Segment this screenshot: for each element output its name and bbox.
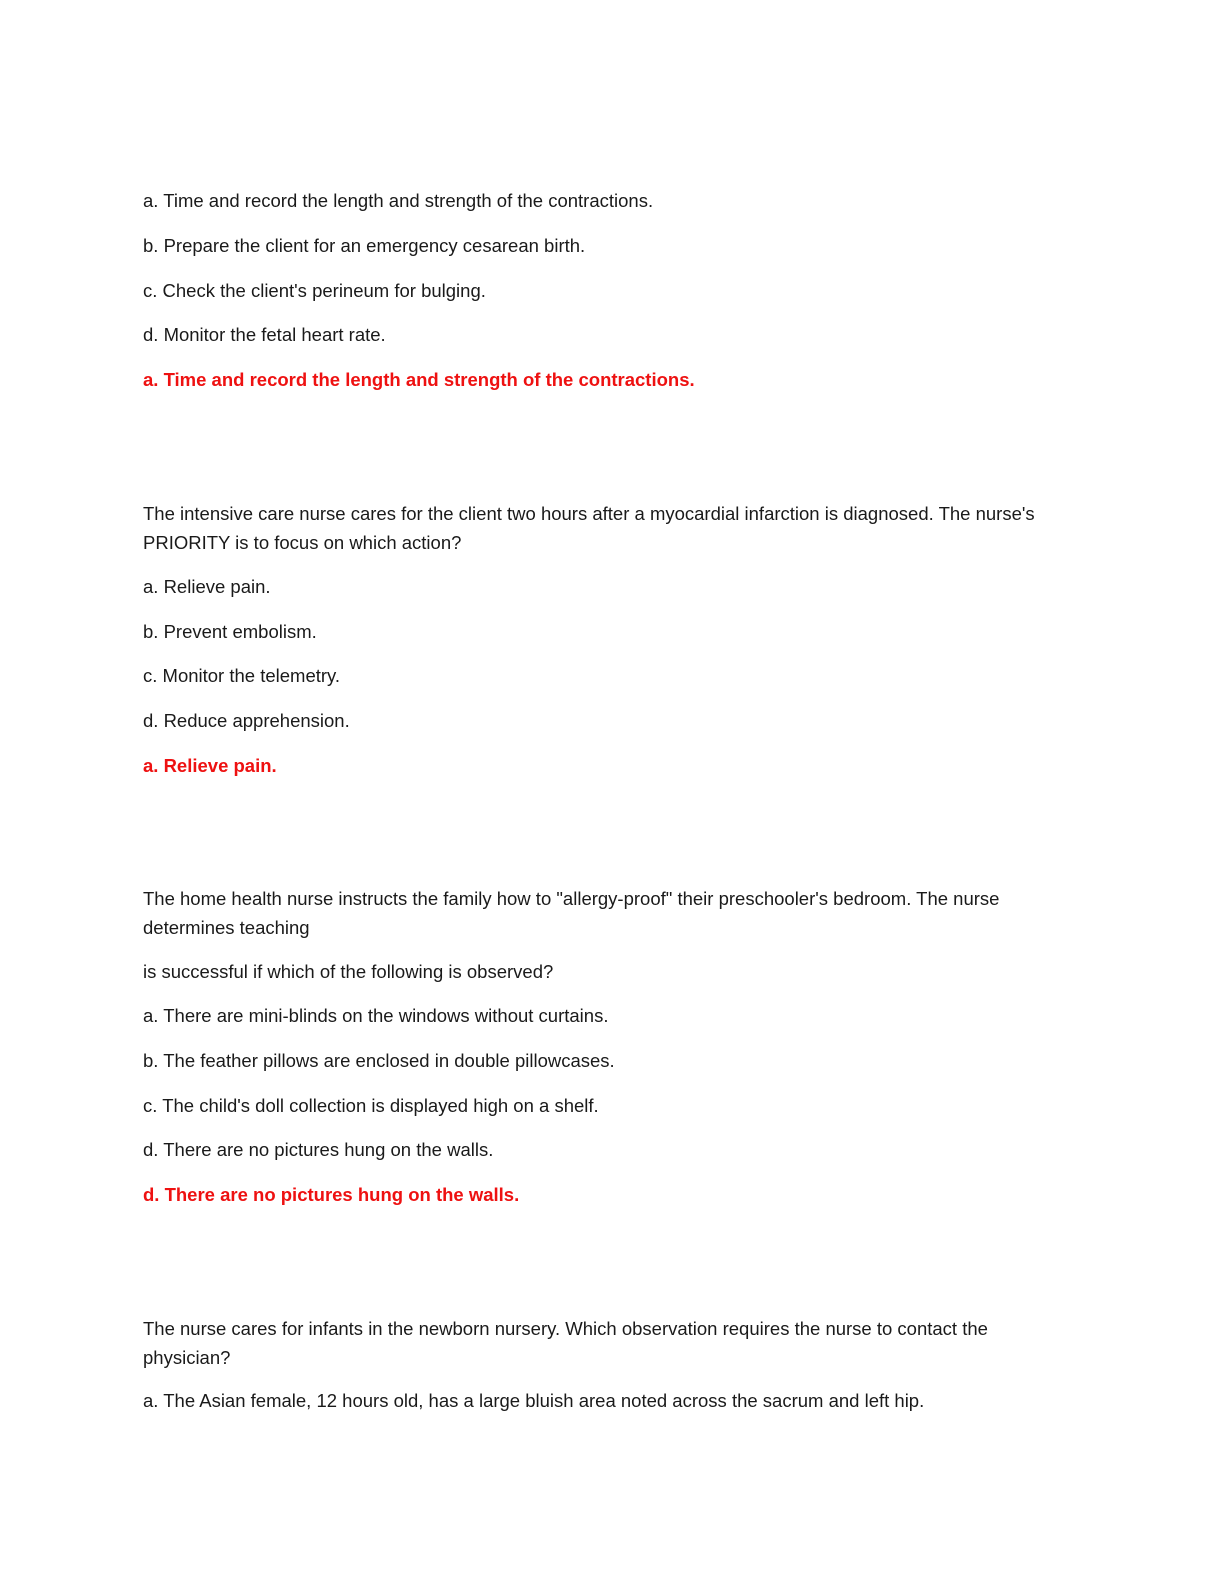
option-a: a. There are mini-blinds on the windows without curtains.	[143, 1005, 609, 1026]
option-d: d. There are no pictures hung on the walls.	[143, 1139, 494, 1160]
correct-answer: a. Time and record the length and strength of the contractions.	[143, 369, 695, 390]
correct-answer: d. There are no pictures hung on the walls.	[143, 1184, 520, 1205]
option-b: b. Prevent embolism.	[143, 621, 317, 642]
correct-answer: a. Relieve pain.	[143, 755, 277, 776]
option-c: c. Check the client's perineum for bulging.	[143, 280, 486, 301]
option-c: c. The child's doll collection is displayed high on a shelf.	[143, 1095, 599, 1116]
question-text: The nurse cares for infants in the newborn nursery. Which observation requires the nurse to contact the physician?	[143, 1318, 988, 1368]
option-d: d. Monitor the fetal heart rate.	[143, 324, 386, 345]
option-b: b. The feather pillows are enclosed in double pillowcases.	[143, 1050, 615, 1071]
option-c: c. Monitor the telemetry.	[143, 665, 341, 686]
option-b: b. Prepare the client for an emergency cesarean birth.	[143, 235, 586, 256]
question-text: The intensive care nurse cares for the client two hours after a myocardial infarction is diagnosed. The nurse's PRIORITY is to focus on which action?	[143, 503, 1035, 553]
option-a: a. The Asian female, 12 hours old, has a large bluish area noted across the sacrum and left hip.	[143, 1390, 925, 1411]
option-a: a. Relieve pain.	[143, 576, 271, 597]
question-text-continued: is successful if which of the following is observed?	[143, 961, 554, 982]
option-a: a. Time and record the length and strength of the contractions.	[143, 190, 654, 211]
question-text: The home health nurse instructs the family how to "allergy-proof" their preschooler's bedroom. The nurse determines teaching	[143, 888, 1000, 938]
option-d: d. Reduce apprehension.	[143, 710, 350, 731]
